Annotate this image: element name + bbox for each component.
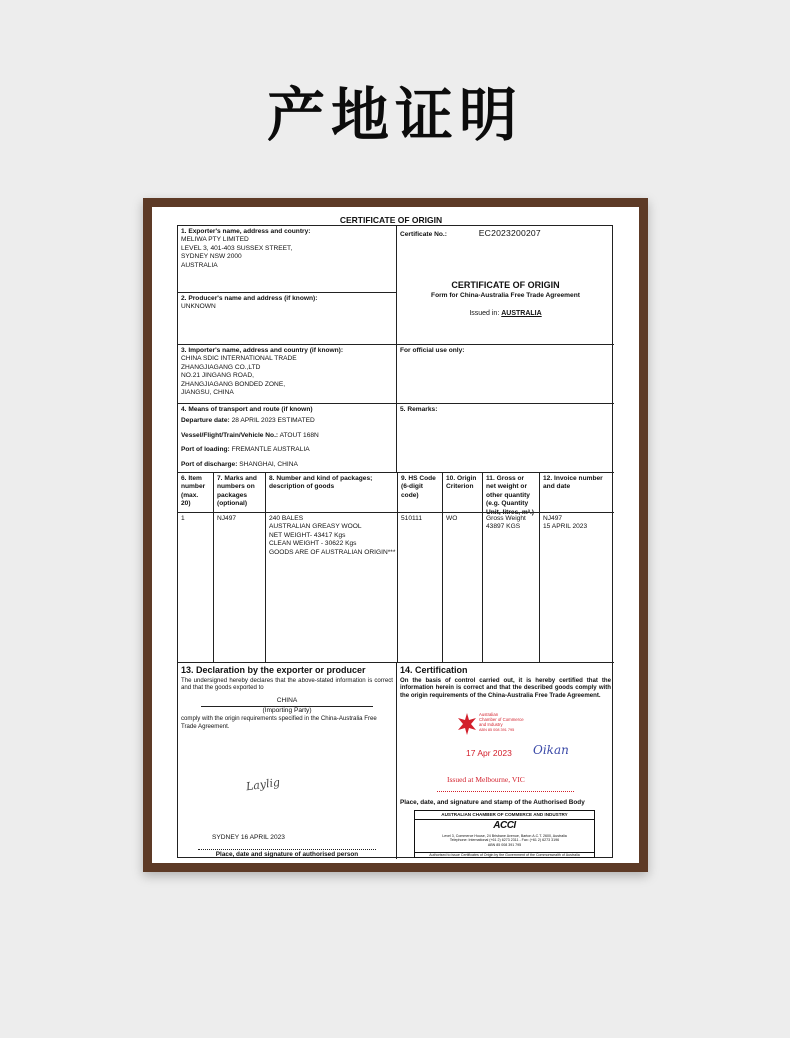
- importer-line: ZHANGJIAGANG BONDED ZONE,: [181, 380, 286, 388]
- header-line: packages: [217, 491, 248, 499]
- stamp-logo: ACCI: [493, 820, 516, 831]
- exporter-signature: Laylig: [245, 775, 281, 794]
- header-line: 6. Item: [181, 475, 202, 482]
- invoice-line: 15 APRIL 2023: [543, 523, 588, 531]
- declaration-country: CHINA: [201, 697, 373, 706]
- cert-no-value: EC2023200207: [478, 228, 541, 238]
- col-description-header: [265, 472, 397, 512]
- importer-line: JIANGSU, CHINA: [181, 389, 234, 397]
- acci-stamp: [414, 810, 595, 858]
- stamp-footer: Authorised to issue Certificates of Origin by the Government of the Commonwealth of Australia: [415, 852, 594, 857]
- departure-label: Departure date:: [181, 417, 230, 425]
- stamp-abn: ABN 85 008 391 795: [487, 842, 522, 847]
- certifier-signature: Oikan: [533, 743, 569, 757]
- stamp-address: Level 3, Commerce House, 24 Brisbane Avenue, Barton A.C.T. 2600, Australia: [442, 834, 567, 838]
- logo-line: Australian: [479, 712, 499, 717]
- certificate-number-box: [396, 226, 614, 344]
- declaration-text: The undersigned hereby declares that the above-stated information is correct and that the goods exported to: [181, 676, 393, 692]
- vessel-value: ATOUT 168N: [279, 431, 319, 439]
- remarks-box: [396, 403, 614, 472]
- vessel-label: Vessel/Flight/Train/Vehicle No.:: [181, 431, 279, 439]
- certificate-grid: [177, 225, 613, 858]
- hs-code: 510111: [401, 515, 423, 522]
- header-line: (max.: [181, 491, 199, 499]
- loading-value: FREMANTLE AUSTRALIA: [231, 446, 310, 454]
- logo-line: and Industry: [479, 721, 503, 727]
- exporter-line: AUSTRALIA: [181, 261, 218, 269]
- declaration-place-date: SYDNEY 16 APRIL 2023: [212, 834, 285, 841]
- header-title: CERTIFICATE OF ORIGIN: [451, 280, 560, 290]
- criterion-value: WO: [446, 515, 458, 522]
- row-weight: [482, 512, 539, 662]
- col-marks-header: [213, 472, 265, 512]
- departure-value: 28 APRIL 2023 ESTIMATED: [231, 417, 315, 425]
- weight-line: 43897 KGS: [486, 523, 521, 531]
- header-line: Unit, litres, m³.): [486, 508, 534, 516]
- desc-line: 240 BALES: [269, 515, 304, 522]
- header-line: and date: [543, 483, 571, 491]
- issued-at: Issued at Melbourne, VIC: [447, 775, 525, 784]
- marks-value: NJ497: [217, 515, 237, 522]
- col-criterion-header: [442, 472, 482, 512]
- header-line: number: [181, 483, 206, 491]
- row-invoice: [539, 512, 614, 662]
- desc-line: NET WEIGHT- 43417 Kgs: [269, 531, 346, 539]
- official-use-label: For official use only:: [400, 347, 465, 354]
- item-number: 1: [181, 515, 185, 522]
- importer-line: CHINA SDIC INTERNATIONAL TRADE: [181, 355, 297, 363]
- header-line: numbers on: [217, 483, 255, 491]
- exporter-line: MELIWA PTY LIMITED: [181, 236, 249, 244]
- col-weight-header: [482, 472, 539, 516]
- declaration-footer: Place, date and signature of authorised person: [215, 851, 359, 858]
- header-line: 8. Number and kind of packages;: [269, 475, 373, 482]
- row-hs: [397, 512, 442, 662]
- declaration-text-2: comply with the origin requirements specified in the China-Australia Free Trade Agreement.: [181, 714, 377, 730]
- producer-value: UNKNOWN: [181, 303, 216, 311]
- header-line: 20): [181, 500, 191, 508]
- cert-no-label: Certificate No.:: [400, 231, 447, 238]
- exporter-line: LEVEL 3, 401-403 SUSSEX STREET,: [181, 244, 293, 252]
- logo-line: Chamber of Commerce: [479, 716, 524, 722]
- importer-label: 3. Importer's name, address and country (if known):: [181, 347, 344, 354]
- exporter-box: [178, 226, 396, 292]
- header-line: 7. Marks and: [217, 475, 257, 482]
- importer-line: ZHANGJIAGANG CO.,LTD: [181, 363, 261, 371]
- header-line: (optional): [217, 500, 248, 508]
- row-marks: [213, 512, 265, 662]
- header-line: other quantity: [486, 491, 530, 499]
- invoice-line: NJ497: [543, 515, 563, 522]
- col-invoice-header: [539, 472, 614, 512]
- col-item-header: [178, 472, 213, 512]
- importer-box: [178, 344, 396, 403]
- page-title: 产地证明: [266, 81, 523, 149]
- transport-label-suffix: (if known): [281, 406, 313, 413]
- transport-box: [178, 403, 396, 472]
- discharge-label: Port of discharge:: [181, 460, 238, 468]
- loading-label: Port of loading:: [181, 446, 230, 454]
- certificate-title: CERTIFICATE OF ORIGIN: [339, 215, 443, 225]
- logo-abn: ABN 85 008 391 795: [479, 727, 515, 732]
- starburst-icon: [457, 713, 477, 735]
- certification-title: 14. Certification: [400, 665, 468, 675]
- importer-line: NO.21 JINGANG ROAD,: [181, 372, 254, 380]
- transport-label: 4. Means of transport and route: [181, 406, 280, 413]
- header-line: (6-digit: [401, 483, 423, 491]
- declaration-box: [178, 662, 396, 859]
- row-description: [265, 512, 397, 662]
- header-subtitle: Form for China-Australia Free Trade Agreement: [431, 291, 580, 299]
- header-line: Criterion: [446, 483, 474, 491]
- header-line: net weight or: [486, 483, 528, 491]
- exporter-label: 1. Exporter's name, address and country:: [181, 228, 311, 235]
- stamp-title: AUSTRALIAN CHAMBER OF COMMERCE AND INDUSTRY: [415, 811, 594, 820]
- certification-text: On the basis of control carried out, it is hereby certified that the information herein is correct and that the described goods comply with the origin requirements of the China-Australia Free Trade Agreement.: [400, 676, 611, 700]
- weight-line: Gross Weight: [486, 515, 526, 522]
- remarks-label: 5. Remarks:: [400, 406, 438, 413]
- issued-value: AUSTRALIA: [501, 309, 542, 317]
- header-line: 9. HS Code: [401, 475, 436, 482]
- stamp-phone: Telephone: International (+61 2) 6273 2311 - Fax: (+61 2) 6273 3196: [449, 838, 560, 843]
- col-hs-header: [397, 472, 442, 512]
- issued-label: Issued in:: [469, 309, 500, 317]
- acci-logo: [457, 713, 557, 739]
- exporter-line: SYDNEY NSW 2000: [181, 253, 242, 261]
- header-line: code): [401, 491, 419, 499]
- discharge-value: SHANGHAI, CHINA: [239, 460, 298, 468]
- certificate-document: [167, 215, 615, 860]
- producer-box: [178, 292, 396, 344]
- certification-footer: Place, date, and signature and stamp of the Authorised Body: [400, 799, 585, 806]
- header-line: 10. Origin: [446, 475, 477, 482]
- header-line: 12. Invoice number: [543, 475, 603, 482]
- row-criterion: [442, 512, 482, 662]
- desc-line: CLEAN WEIGHT - 30622 Kgs: [269, 540, 357, 548]
- header-line: 11. Gross or: [486, 475, 525, 482]
- header-line: (e.g. Quantity: [486, 500, 529, 508]
- certification-box: [396, 662, 614, 859]
- importing-party: (Importing Party): [262, 706, 312, 714]
- desc-line: AUSTRALIAN GREASY WOOL: [269, 523, 362, 531]
- producer-label: 2. Producer's name and address (if known):: [181, 295, 318, 302]
- header-line: description of goods: [269, 483, 335, 491]
- declaration-title: 13. Declaration by the exporter or producer: [181, 665, 366, 675]
- official-use-box: [396, 344, 614, 403]
- certification-date: 17 Apr 2023: [466, 748, 512, 758]
- desc-line: GOODS ARE OF AUSTRALIAN ORIGIN***: [269, 548, 396, 556]
- row-item: [178, 512, 213, 662]
